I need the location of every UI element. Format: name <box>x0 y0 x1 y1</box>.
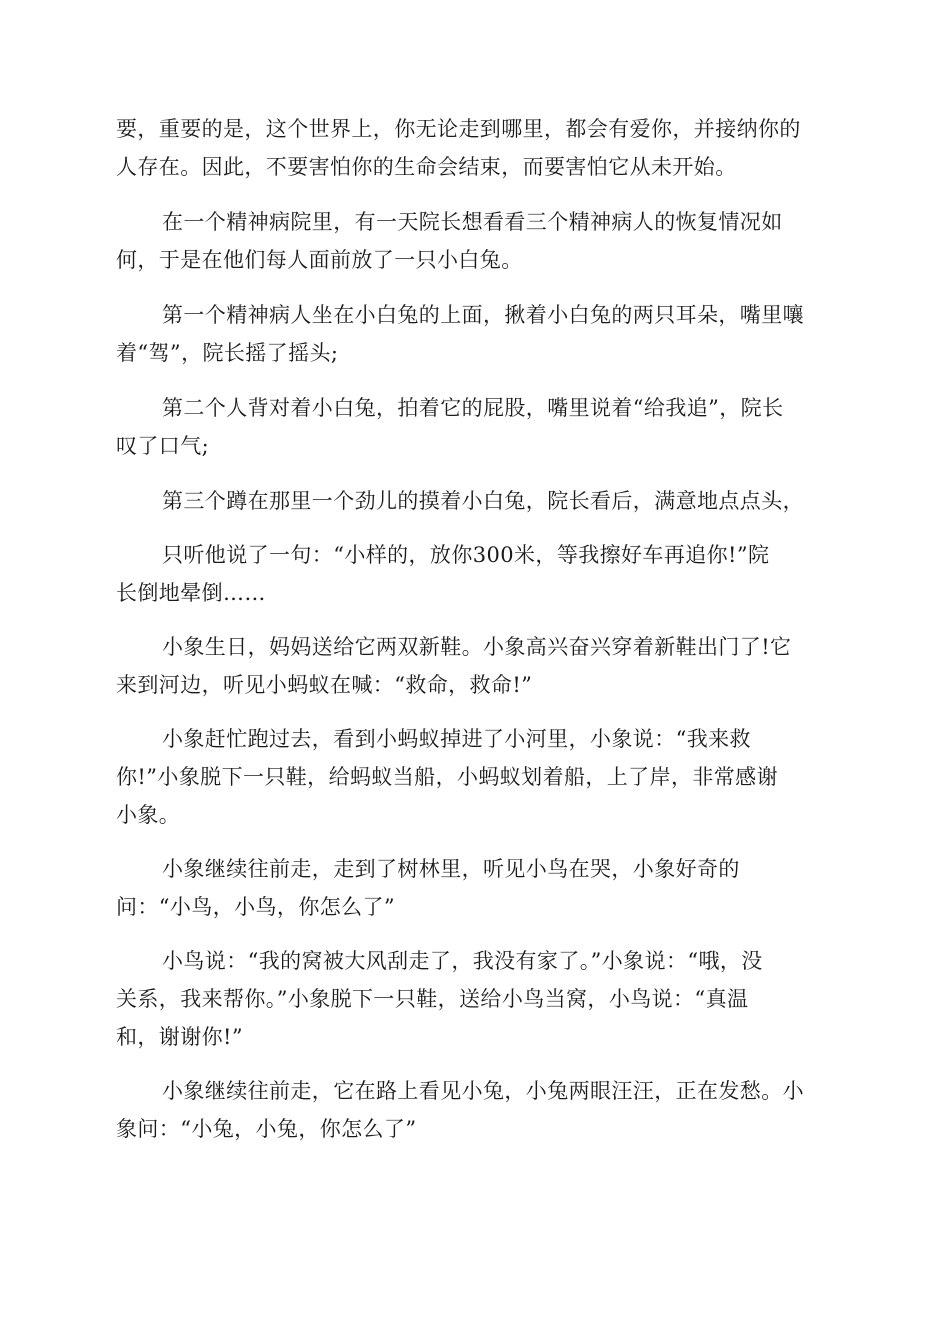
text-line: 长倒地晕倒…… <box>116 581 266 605</box>
text-line: 小象继续往前走，它在路上看见小兔，小兔两眼汪汪，正在发愁。小 <box>162 1079 804 1103</box>
text-line: 小象赶忙跑过去，看到小蚂蚁掉进了小河里，小象说：“我来救 <box>162 727 751 751</box>
text-line: 第二个人背对着小白兔，拍着它的屁股，嘴里说着“给我追”，院长 <box>162 396 784 420</box>
text-line: 关系，我来帮你。”小象脱下一只鞋，送给小鸟当窝，小鸟说：“真温 <box>116 987 749 1011</box>
text-line: 和，谢谢你!” <box>116 1025 243 1049</box>
text-line: 小象。 <box>116 803 181 827</box>
text-line: 人存在。因此，不要害怕你的生命会结束，而要害怕它从未开始。 <box>116 155 737 179</box>
text-line: 小象继续往前走，走到了树林里，听见小鸟在哭，小象好奇的 <box>162 857 740 881</box>
text-line: 第三个蹲在那里一个劲儿的摸着小白兔，院长看后，满意地点点头， <box>162 489 804 513</box>
text-line: 小鸟说：“我的窝被大风刮走了，我没有家了。”小象说：“哦，没 <box>162 949 763 973</box>
text-line: 问：“小鸟，小鸟，你怎么了” <box>116 895 396 919</box>
text-line: 小象生日，妈妈送给它两双新鞋。小象高兴奋兴穿着新鞋出门了!它 <box>162 635 792 659</box>
text-line: 来到河边，听见小蚂蚁在喊：“救命，救命!” <box>116 673 533 697</box>
text-line: 着“驾”，院长摇了摇头; <box>116 341 339 365</box>
text-line: 叹了口气; <box>116 434 210 458</box>
text-line: 只听他说了一句：“小样的，放你300米，等我擦好车再追你!”院 <box>162 543 770 567</box>
text-line: 你!”小象脱下一只鞋，给蚂蚁当船，小蚂蚁划着船，上了岸，非常感谢 <box>116 765 778 789</box>
text-line: 象问：“小兔，小兔，你怎么了” <box>116 1117 417 1141</box>
text-line: 第一个精神病人坐在小白兔的上面，揪着小白兔的两只耳朵，嘴里嚷 <box>162 303 804 327</box>
text-line: 何，于是在他们每人面前放了一只小白兔。 <box>116 248 523 272</box>
text-line: 要，重要的是，这个世界上，你无论走到哪里，都会有爱你，并接纳你的 <box>116 117 801 141</box>
text-line: 在一个精神病院里，有一天院长想看看三个精神病人的恢复情况如 <box>162 210 783 234</box>
